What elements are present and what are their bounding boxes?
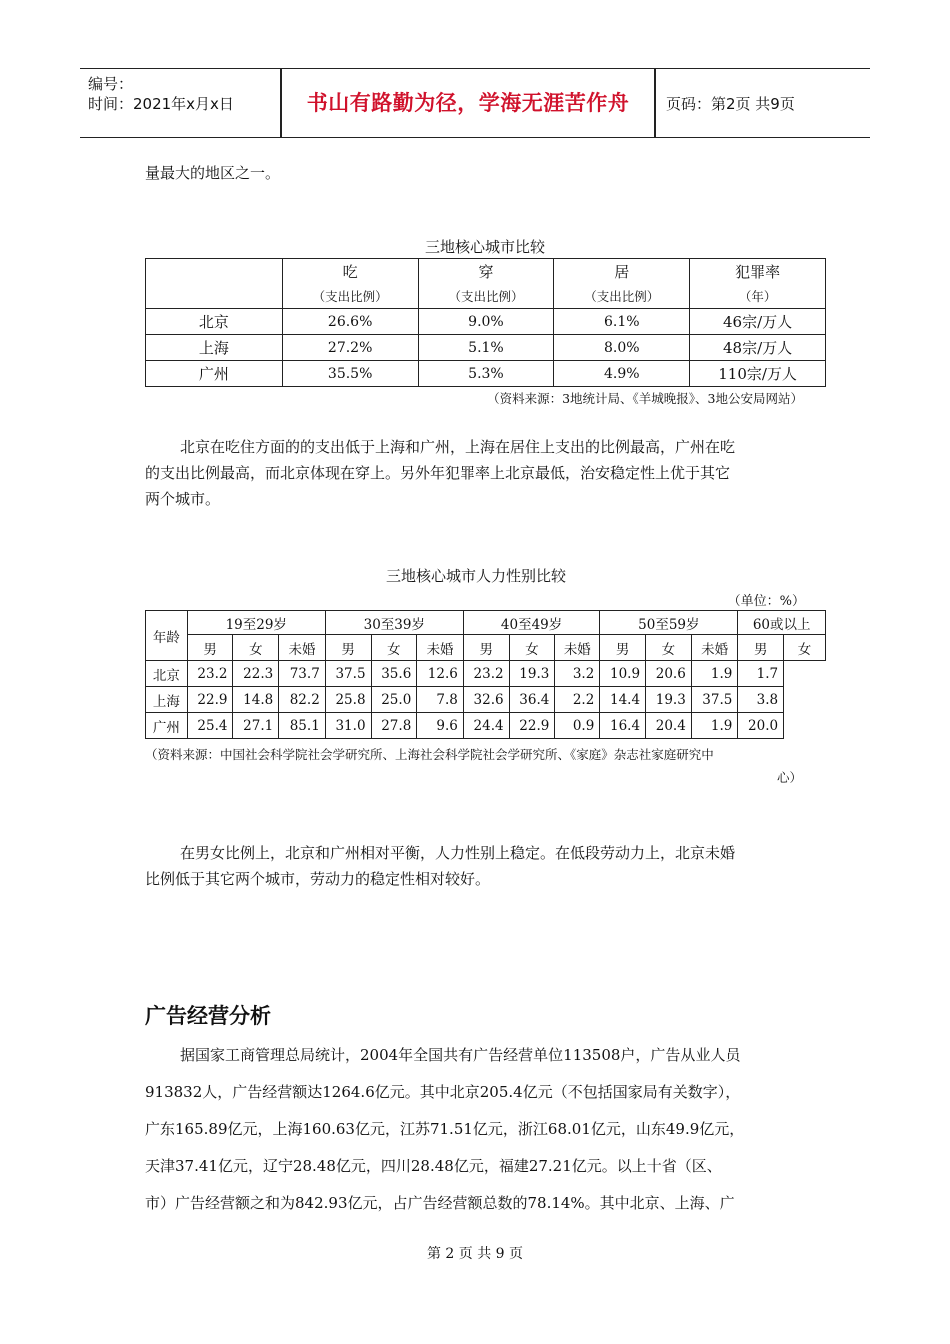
table-cell: 1.7 xyxy=(738,661,784,687)
table-cell: 上海 xyxy=(146,335,283,361)
age-group-header: 60或以上 xyxy=(738,611,826,635)
table-cell: 2.2 xyxy=(555,687,600,713)
paragraph-text: 市）广告经营额之和为842.93亿元，占广告经营额总数的78.14%。其中北京、上海、广 xyxy=(145,1194,735,1212)
table-cell: 3.2 xyxy=(555,661,600,687)
table-subheader: （支出比例） xyxy=(418,284,554,309)
table-subheader: 未婚 xyxy=(691,635,738,661)
table-cell: 22.9 xyxy=(187,687,233,713)
table-cell: 37.5 xyxy=(325,661,371,687)
header-page-number: 页码：第2页 共9页 xyxy=(666,95,795,113)
table1-caption: 三地核心城市比较 xyxy=(424,238,545,256)
table-cell: 3.8 xyxy=(738,687,784,713)
table-cell: 73.7 xyxy=(279,661,326,687)
table-cell: 7.8 xyxy=(417,687,464,713)
paragraph-text: 广东165.89亿元，上海160.63亿元，江苏71.51亿元，浙江68.01亿元，山东49.9亿元， xyxy=(145,1120,745,1138)
table-header: 居 xyxy=(554,259,690,284)
table-cell: 14.4 xyxy=(600,687,646,713)
table1-source: （资料来源：3地统计局、《羊城晚报》、3地公安局网站） xyxy=(487,391,803,406)
paragraph-text: 北京在吃住方面的的支出低于上海和广州，上海在居住上支出的比例最高，广州在吃 xyxy=(180,438,736,456)
table-cell: 6.1% xyxy=(554,309,690,335)
table-cell: 25.8 xyxy=(325,687,371,713)
page-header xyxy=(80,68,870,138)
table-cell: 22.3 xyxy=(233,661,279,687)
table-cell: 北京 xyxy=(146,661,188,687)
table-row xyxy=(146,309,826,335)
paragraph-text: 两个城市。 xyxy=(145,490,221,508)
table-subheader: 未婚 xyxy=(279,635,326,661)
table-cell: 35.5% xyxy=(282,361,418,387)
table-cell: 25.0 xyxy=(371,687,417,713)
header-meta xyxy=(80,69,280,137)
table-cell: 23.2 xyxy=(187,661,233,687)
table-cell: 5.3% xyxy=(418,361,554,387)
table-cell: 20.0 xyxy=(738,713,784,739)
doc-number-label: 编号： xyxy=(88,75,134,93)
table-subheader: （支出比例） xyxy=(282,284,418,309)
table-cell: 35.6 xyxy=(371,661,417,687)
table2-caption: 三地核心城市人力性别比较 xyxy=(385,567,566,585)
table-cell: 31.0 xyxy=(325,713,371,739)
paragraph-text: 量最大的地区之一。 xyxy=(145,164,281,182)
table-cell: 36.4 xyxy=(509,687,555,713)
table-cell: 16.4 xyxy=(600,713,646,739)
table-subheader: 男 xyxy=(600,635,646,661)
table-cell: 20.4 xyxy=(646,713,692,739)
doc-time-label: 时间：2021年x月x日 xyxy=(88,95,234,113)
table-corner-cell xyxy=(146,259,283,309)
table2-unit: （单位：%） xyxy=(727,594,805,609)
table-cell: 广州 xyxy=(146,713,188,739)
page-footer: 第 2 页 共 9 页 xyxy=(426,1246,524,1262)
table-row xyxy=(146,687,826,713)
table-row xyxy=(146,335,826,361)
table-cell: 48宗/万人 xyxy=(690,335,826,361)
section-title: 广告经营分析 xyxy=(145,1004,271,1028)
table-cell: 5.1% xyxy=(418,335,554,361)
workforce-gender-table xyxy=(145,610,826,739)
table-cell: 32.6 xyxy=(463,687,509,713)
table-cell: 1.9 xyxy=(691,661,738,687)
paragraph-text: 据国家工商管理总局统计，2004年全国共有广告经营单位113508户，广告从业人员 xyxy=(180,1046,741,1064)
table-cell: 4.9% xyxy=(554,361,690,387)
table-cell: 37.5 xyxy=(691,687,738,713)
header-motto: 书山有路勤为径，学海无涯苦作舟 xyxy=(306,91,630,115)
table-cell: 23.2 xyxy=(463,661,509,687)
age-label: 年龄 xyxy=(146,611,188,661)
table-cell: 14.8 xyxy=(233,687,279,713)
age-group-header: 40至49岁 xyxy=(463,611,599,635)
table-cell: 19.3 xyxy=(646,687,692,713)
table-cell: 1.9 xyxy=(691,713,738,739)
table-subheader: 女 xyxy=(371,635,417,661)
table-cell: 9.6 xyxy=(417,713,464,739)
table-cell: 12.6 xyxy=(417,661,464,687)
table-subheader: 男 xyxy=(738,635,784,661)
table-subheader: 女 xyxy=(509,635,555,661)
table-header: 穿 xyxy=(418,259,554,284)
table-cell: 46宗/万人 xyxy=(690,309,826,335)
age-group-header: 30至39岁 xyxy=(325,611,463,635)
table-cell: 北京 xyxy=(146,309,283,335)
table-cell: 20.6 xyxy=(646,661,692,687)
table-cell: 27.8 xyxy=(371,713,417,739)
age-group-header: 50至59岁 xyxy=(600,611,738,635)
table-subheader: 女 xyxy=(784,635,826,661)
table-subheader: 女 xyxy=(646,635,692,661)
table2-source: （资料来源：中国社会科学院社会学研究所、上海社会科学院社会学研究所、《家庭》杂志社家庭研究中 xyxy=(145,747,714,762)
table-cell: 85.1 xyxy=(279,713,326,739)
table-subheader: 未婚 xyxy=(555,635,600,661)
table-header: 犯罪率 xyxy=(690,259,826,284)
table-subheader: 男 xyxy=(463,635,509,661)
age-group-header: 19至29岁 xyxy=(187,611,325,635)
paragraph-text: 的支出比例最高，而北京体现在穿上。另外年犯罪率上北京最低，治安稳定性上优于其它 xyxy=(145,464,731,482)
table-header: 吃 xyxy=(282,259,418,284)
table-cell: 25.4 xyxy=(187,713,233,739)
table-subheader: 男 xyxy=(187,635,233,661)
table-cell: 10.9 xyxy=(600,661,646,687)
paragraph-text: 天津37.41亿元，辽宁28.48亿元，四川28.48亿元，福建27.21亿元。以上十省（区、 xyxy=(145,1157,722,1175)
table-cell: 上海 xyxy=(146,687,188,713)
table-row xyxy=(146,361,826,387)
table-cell: 27.2% xyxy=(282,335,418,361)
table-cell: 110宗/万人 xyxy=(690,361,826,387)
table-subheader: 未婚 xyxy=(417,635,464,661)
table-row xyxy=(146,713,826,739)
table2-source-cont: 心） xyxy=(776,770,802,785)
table-cell: 0.9 xyxy=(555,713,600,739)
table-cell: 82.2 xyxy=(279,687,326,713)
table-subheader: （年） xyxy=(690,284,826,309)
paragraph-text: 在男女比例上，北京和广州相对平衡，人力性别上稳定。在低段劳动力上，北京未婚 xyxy=(180,844,736,862)
table-cell: 广州 xyxy=(146,361,283,387)
table-subheader: 男 xyxy=(325,635,371,661)
header-divider xyxy=(654,69,656,137)
city-comparison-table xyxy=(145,258,826,387)
table-cell: 19.3 xyxy=(509,661,555,687)
table-cell: 27.1 xyxy=(233,713,279,739)
table-cell: 26.6% xyxy=(282,309,418,335)
table-row xyxy=(146,661,826,687)
table-cell: 9.0% xyxy=(418,309,554,335)
table-cell: 8.0% xyxy=(554,335,690,361)
table-cell: 24.4 xyxy=(463,713,509,739)
table-subheader: 女 xyxy=(233,635,279,661)
table-cell: 22.9 xyxy=(509,713,555,739)
table-subheader: （支出比例） xyxy=(554,284,690,309)
paragraph-text: 比例低于其它两个城市，劳动力的稳定性相对较好。 xyxy=(145,870,491,888)
paragraph-text: 913832人，广告经营额达1264.6亿元。其中北京205.4亿元（不包括国家局有关数字）， xyxy=(145,1083,741,1101)
